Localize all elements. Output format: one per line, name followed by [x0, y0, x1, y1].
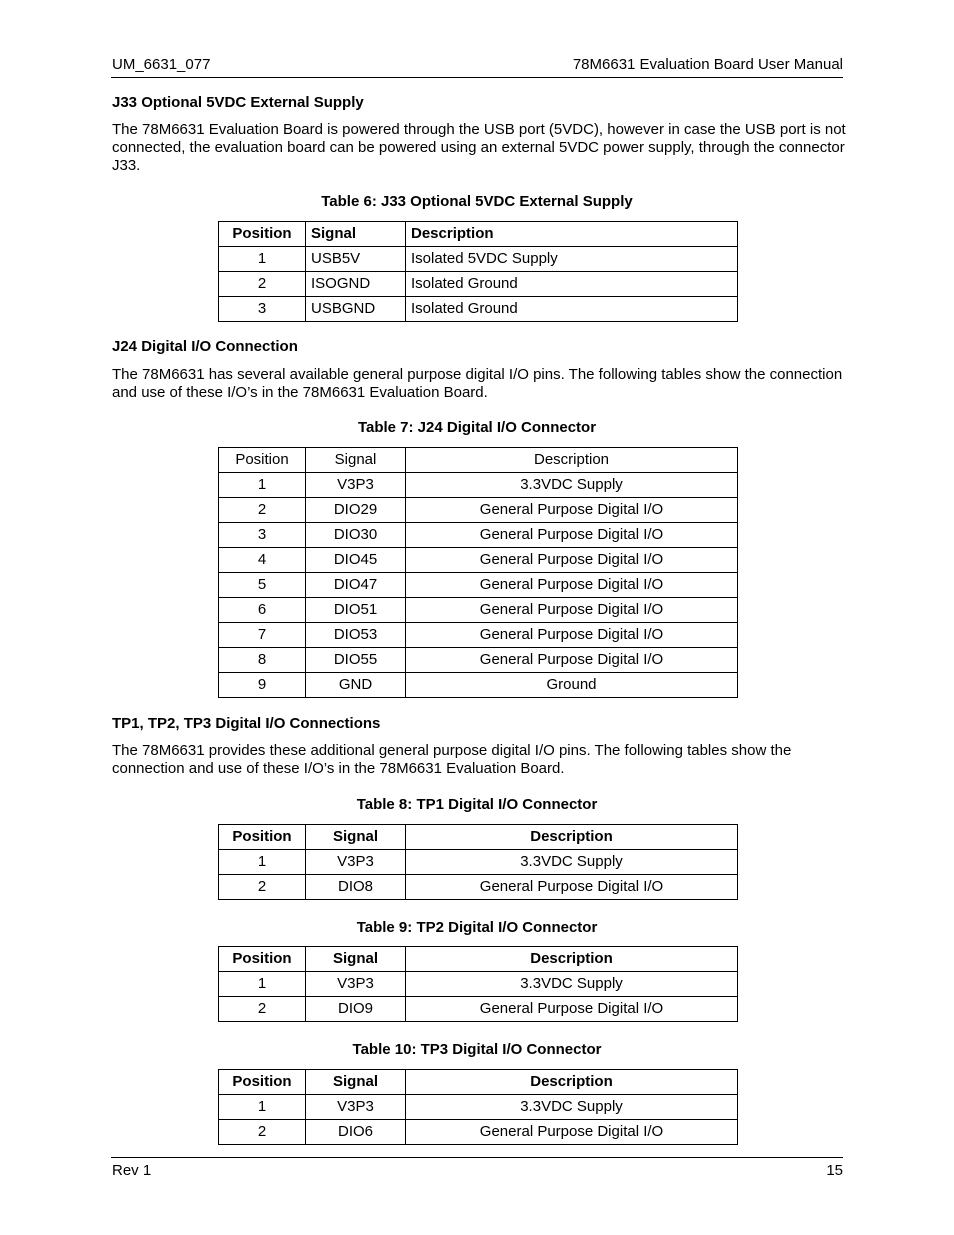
table-cell: General Purpose Digital I/O — [406, 498, 738, 523]
table-cell: DIO53 — [306, 623, 406, 648]
table-cell: Isolated Ground — [406, 297, 738, 322]
column-header: Description — [406, 448, 738, 473]
table-j24 — [218, 447, 738, 698]
table-cell: General Purpose Digital I/O — [406, 1120, 738, 1145]
column-header: Position — [219, 1070, 306, 1095]
table-header-row — [219, 825, 738, 850]
section-paragraph-j24: The 78M6631 has several available general purpose digital I/O pins. The following tables show the connection and use of these I/O’s in the 78M6631 Evaluation Board. — [112, 366, 843, 401]
table-cell: DIO51 — [306, 598, 406, 623]
page-header — [111, 55, 843, 78]
page-number: 15 — [826, 1162, 843, 1179]
table-row — [219, 673, 738, 698]
table-row — [219, 623, 738, 648]
table-header-row — [219, 1070, 738, 1095]
table-cell: ISOGND — [306, 272, 406, 297]
table-cell: Isolated Ground — [406, 272, 738, 297]
table-row — [219, 498, 738, 523]
table-cell: DIO55 — [306, 648, 406, 673]
table-row — [219, 247, 738, 272]
table-cell: General Purpose Digital I/O — [406, 598, 738, 623]
revision-label: Rev 1 — [112, 1162, 152, 1179]
table-row — [219, 598, 738, 623]
table-cell: V3P3 — [306, 473, 406, 498]
table-cell: 1 — [219, 1095, 306, 1120]
table-cell: 1 — [219, 850, 306, 875]
column-header: Position — [219, 947, 306, 972]
table-row — [219, 297, 738, 322]
table-cell: 6 — [219, 598, 306, 623]
table-row — [219, 972, 738, 997]
table-caption-7: Table 7: J24 Digital I/O Connector — [357, 419, 597, 436]
table-cell: 1 — [219, 473, 306, 498]
table-row — [219, 850, 738, 875]
table-cell: Isolated 5VDC Supply — [406, 247, 738, 272]
table-cell: 1 — [219, 972, 306, 997]
table-caption-8: Table 8: TP1 Digital I/O Connector — [356, 796, 598, 813]
table-row — [219, 523, 738, 548]
table-cell: 2 — [219, 997, 306, 1022]
section-heading-j24: J24 Digital I/O Connection — [112, 338, 298, 355]
table-cell: DIO8 — [306, 875, 406, 900]
column-header: Description — [406, 947, 738, 972]
column-header: Signal — [306, 448, 406, 473]
column-header: Description — [406, 1070, 738, 1095]
column-header: Description — [406, 222, 738, 247]
table-cell: 5 — [219, 573, 306, 598]
table-tp3 — [218, 1069, 738, 1145]
table-cell: 3.3VDC Supply — [406, 473, 738, 498]
table-cell: 2 — [219, 498, 306, 523]
table-cell: 3.3VDC Supply — [406, 1095, 738, 1120]
column-header: Signal — [306, 1070, 406, 1095]
table-cell: 3.3VDC Supply — [406, 972, 738, 997]
table-tp2 — [218, 946, 738, 1022]
table-cell: V3P3 — [306, 850, 406, 875]
table-cell: General Purpose Digital I/O — [406, 523, 738, 548]
table-cell: DIO47 — [306, 573, 406, 598]
table-cell: GND — [306, 673, 406, 698]
table-cell: 2 — [219, 272, 306, 297]
table-caption-10: Table 10: TP3 Digital I/O Connector — [352, 1041, 602, 1058]
table-cell: General Purpose Digital I/O — [406, 573, 738, 598]
table-cell: DIO6 — [306, 1120, 406, 1145]
table-cell: USBGND — [306, 297, 406, 322]
column-header: Position — [219, 448, 306, 473]
table-cell: General Purpose Digital I/O — [406, 875, 738, 900]
table-cell: 2 — [219, 875, 306, 900]
table-row — [219, 272, 738, 297]
table-cell: 9 — [219, 673, 306, 698]
table-cell: 4 — [219, 548, 306, 573]
table-cell: 1 — [219, 247, 306, 272]
column-header: Position — [219, 825, 306, 850]
table-cell: 3 — [219, 297, 306, 322]
column-header: Signal — [306, 222, 406, 247]
section-paragraph-tp: The 78M6631 provides these additional general purpose digital I/O pins. The following tables show the connection and use of these I/O’s in the 78M6631 Evaluation Board. — [112, 742, 792, 777]
table-cell: DIO9 — [306, 997, 406, 1022]
table-row — [219, 997, 738, 1022]
table-row — [219, 875, 738, 900]
column-header: Description — [406, 825, 738, 850]
table-cell: Ground — [406, 673, 738, 698]
table-header-row — [219, 222, 738, 247]
section-heading-tp: TP1, TP2, TP3 Digital I/O Connections — [112, 715, 381, 732]
table-caption-6: Table 6: J33 Optional 5VDC External Supply — [321, 193, 633, 210]
section-heading-j33: J33 Optional 5VDC External Supply — [112, 94, 364, 111]
column-header: Signal — [306, 947, 406, 972]
table-row — [219, 473, 738, 498]
table-cell: General Purpose Digital I/O — [406, 997, 738, 1022]
table-row — [219, 1120, 738, 1145]
table-cell: 3 — [219, 523, 306, 548]
column-header: Position — [219, 222, 306, 247]
column-header: Signal — [306, 825, 406, 850]
document-id: UM_6631_077 — [112, 56, 211, 73]
table-cell: General Purpose Digital I/O — [406, 623, 738, 648]
table-cell: 8 — [219, 648, 306, 673]
table-j33 — [218, 221, 738, 322]
table-cell: 7 — [219, 623, 306, 648]
table-tp1 — [218, 824, 738, 900]
section-paragraph-j33: The 78M6631 Evaluation Board is powered through the USB port (5VDC), however in case the USB port is not connected, the evaluation board can be powered using an external 5VDC power supply, through the connector J33. — [112, 121, 846, 174]
table-cell: V3P3 — [306, 1095, 406, 1120]
table-cell: 3.3VDC Supply — [406, 850, 738, 875]
table-cell: DIO45 — [306, 548, 406, 573]
table-cell: DIO29 — [306, 498, 406, 523]
table-row — [219, 573, 738, 598]
table-cell: General Purpose Digital I/O — [406, 548, 738, 573]
table-row — [219, 648, 738, 673]
page-footer — [111, 1157, 843, 1182]
table-cell: DIO30 — [306, 523, 406, 548]
table-row — [219, 548, 738, 573]
table-cell: 2 — [219, 1120, 306, 1145]
table-cell: General Purpose Digital I/O — [406, 648, 738, 673]
table-cell: USB5V — [306, 247, 406, 272]
table-cell: V3P3 — [306, 972, 406, 997]
table-row — [219, 1095, 738, 1120]
table-caption-9: Table 9: TP2 Digital I/O Connector — [356, 919, 598, 936]
table-header-row — [219, 448, 738, 473]
table-header-row — [219, 947, 738, 972]
document-title: 78M6631 Evaluation Board User Manual — [572, 56, 843, 73]
